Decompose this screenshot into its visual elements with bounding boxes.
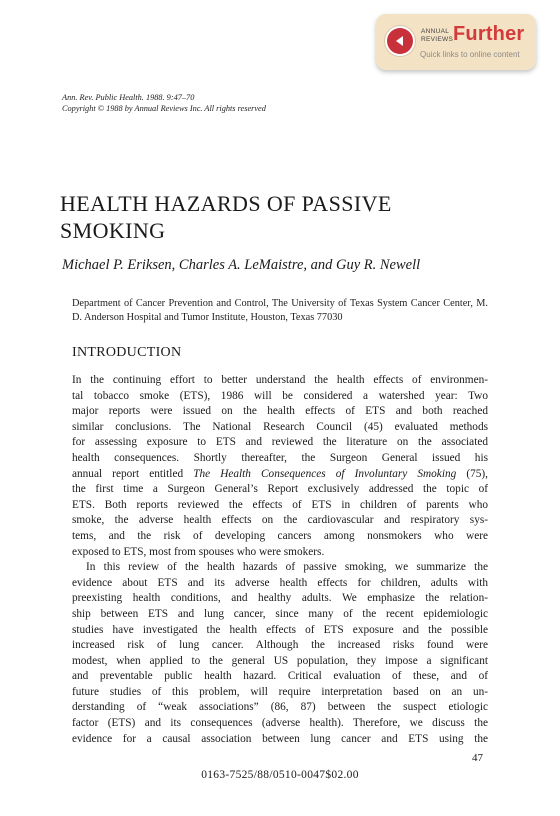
body-line: ETS. Both reports reviewed the effects of ETS in children of parents who xyxy=(72,498,488,511)
journal-citation xyxy=(62,93,266,114)
body-line: studies have investigated the health effects of ETS exposure and the possible xyxy=(72,623,488,636)
body-line: annual report entitled The Health Consequences of Involuntary Smoking (75), xyxy=(72,467,488,480)
body-line: modest, when applied to the general US population, they impose a significant xyxy=(72,654,488,667)
further-badge[interactable] xyxy=(376,14,536,70)
body-line: preexisting health conditions, and healthy adults. We emphasize the relation- xyxy=(72,592,488,605)
article-title: HEALTH HAZARDS OF PASSIVE SMOKING xyxy=(60,191,392,243)
body-line: evidence for a causal association between lung cancer and ETS using the xyxy=(72,732,488,745)
arrow-left-circle-icon xyxy=(387,28,413,54)
body-line: tems, and the risk of developing cancers among nonsmokers who were xyxy=(72,529,488,542)
body-line: tal tobacco smoke (ETS), 1986 will be considered a watershed year: Two xyxy=(72,389,488,402)
body-line: In this review of the health hazards of passive smoking, we summarize the xyxy=(86,561,488,574)
article-authors: Michael P. Eriksen, Charles A. LeMaistre, and Guy R. Newell xyxy=(62,257,421,273)
body-line: future studies of this problem, will require interpretation based on an un- xyxy=(72,685,488,698)
body-text xyxy=(72,373,488,747)
body-line: for assessing exposure to ETS and reviewed the literature on the associated xyxy=(72,436,488,449)
body-line: major reports were issued on the health effects of ETS and both reached xyxy=(72,405,488,418)
body-line: In the continuing effort to better understand the health effects of environmen- xyxy=(72,374,488,386)
author-affiliation: Department of Cancer Prevention and Control, The University of Texas System Cancer Center, M. D. Anderson Hospital and Tumor Institute, Houston, Texas 77030 xyxy=(72,298,488,323)
citation-line: Ann. Rev. Public Health. 1988. 9:47–70 xyxy=(62,93,195,102)
body-line: evidence about ETS and its adverse health effects for children, adults with xyxy=(72,576,488,589)
footer-code: 0163-7525/88/0510-0047$02.00 xyxy=(201,769,359,781)
body-line: health consequences. Shortly thereafter, the Surgeon General issued his xyxy=(72,451,488,464)
body-line: and preventable public health hazard. Critical evaluation of these, and of xyxy=(72,670,488,683)
badge-subtitle: Quick links to online content xyxy=(420,50,520,59)
body-line: similar conclusions. The National Research Council (45) evaluated methods xyxy=(72,420,488,433)
body-line: derstanding of “weak associations” (86, 87) between the suspect etiologic xyxy=(72,701,488,714)
badge-further-label: Further xyxy=(453,23,525,45)
body-line: the first time a Surgeon General’s Report exclusively addressed the topic of xyxy=(72,483,488,496)
body-line: factor (ETS) and its consequences (adverse health). Therefore, we discuss the xyxy=(72,717,488,730)
section-heading: INTRODUCTION xyxy=(72,345,182,360)
badge-annual-reviews: ANNUAL REVIEWS xyxy=(421,28,454,43)
body-line: ship between ETS and lung cancer, since many of the recent epidemiologic xyxy=(72,607,488,620)
page-number: 47 xyxy=(472,752,483,764)
body-line: increased risk of lung cancer. Although the increased risks found were xyxy=(72,639,488,652)
body-line: exposed to ETS, most from spouses who were smokers. xyxy=(72,545,325,558)
body-line: smoke, the adverse health effects on the cardiovascular and respiratory sys- xyxy=(72,514,488,527)
report-title: The Health Consequences of Involuntary Smoking xyxy=(193,467,457,480)
copyright-line: Copyright © 1988 by Annual Reviews Inc. All rights reserved xyxy=(62,103,266,113)
